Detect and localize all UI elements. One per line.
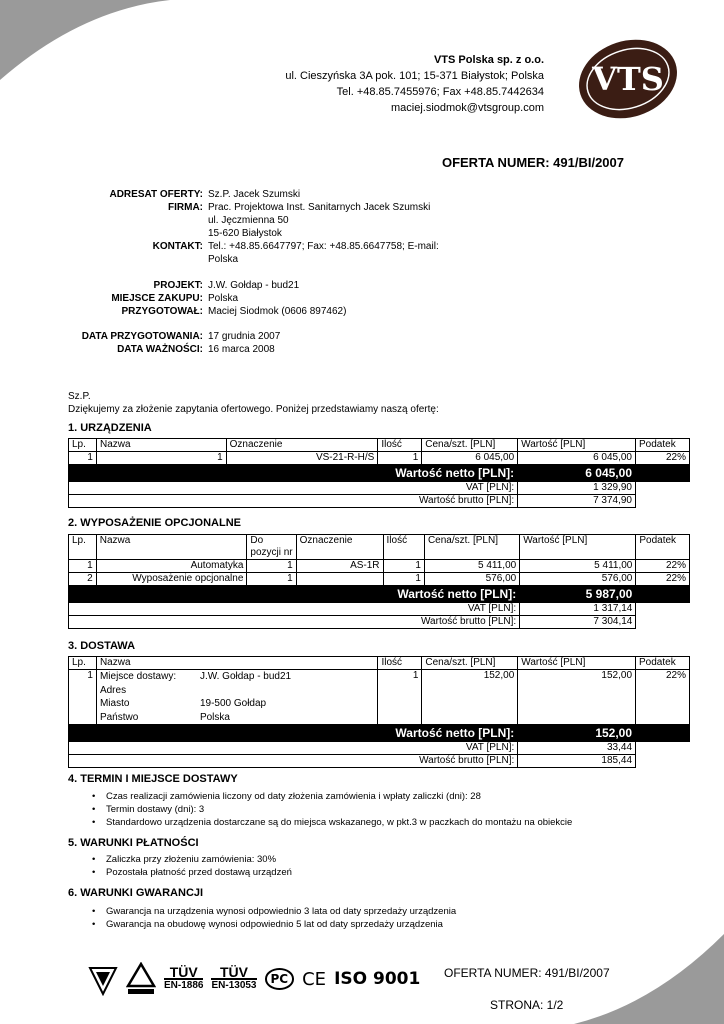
quality-award-icon [126,962,156,996]
section-3-title: 3. DOSTAWA [68,640,136,652]
section-6-title: 6. WARUNKI GWARANCJI [68,887,204,899]
table-row: 1 1 VS-21-R-H/S 1 6 045,00 6 045,00 22% [69,452,690,465]
table-row: 1 Miejsce dostawy: J.W. Gołdap - bud21 Adres Miasto 19-500 Gołdap Państwo Polska 1 152,00 152,00 22% [69,670,690,725]
warranty-terms-list [92,905,456,931]
offer-title: OFERTA NUMER: 491/BI/2007 [441,155,624,170]
project-block: PROJEKT: J.W. Gołdap - bud21 MIEJSCE ZAKUPU: Polska PRZYGOTOWAŁ: Maciej Siodmok (0606 897462) [111,280,347,317]
delivery-details: Miejsce dostawy: J.W. Gołdap - bud21 Adres Miasto 19-500 Gołdap Państwo Polska [96,670,378,725]
corner-decoration-top [0,0,170,80]
section-5-title: 5. WARUNKI PŁATNOŚCI [68,837,199,849]
section-1-title: 1. URZĄDZENIA [68,422,152,434]
certification-logos [88,962,420,996]
delivery-table [68,656,690,768]
list-item: • Zaliczka przy złożeniu zamówienia: 30% [92,853,292,866]
table-header: Lp. Nazwa Oznaczenie Ilość Cena/szt. [PLN] Wartość [PLN] Podatek [69,439,690,452]
recipient-block: ADRESAT OFERTY: Sz.P. Jacek Szumski FIRMA: Prac. Projektowa Inst. Sanitarnych Jacek Szumski ul. Jęczmienna 50 15-620 Białystok KONTAKT: Tel.: +48.85.6647797; Fax: +48.85.6647758; E-mail: Polska [109,189,439,265]
list-item: • Czas realizacji zamówienia liczony od daty złożenia zamówienia i wpłaty zaliczki (dni): 28 [92,790,572,803]
tuv-en13053-badge: TÜV EN-13053 [211,964,257,991]
list-item: • Termin dostawy (dni): 3 [92,803,572,816]
section-4-title: 4. TERMIN I MIEJSCE DOSTAWY [68,773,238,785]
eurovent-icon [88,962,118,996]
company-address: ul. Cieszyńska 3A pok. 101; 15-371 Białystok; Polska [285,70,544,82]
vts-logo [572,34,682,120]
footer-page-number: STRONA: 1/2 [490,998,564,1012]
pc-mark: PC [265,968,295,990]
list-item: • Gwarancja na urządzenia wynosi odpowiednio 3 lata od daty sprzedaży urządzenia [92,905,456,918]
company-phone: Tel. +48.85.7455976; Fax +48.85.7442634 [336,86,544,98]
delivery-terms-list [92,790,572,829]
greeting: Sz.P. [68,391,91,402]
tuv-en1886-badge: TÜV EN-1886 [164,964,204,991]
list-item: • Standardowo urządzenia dostarczane są do miejsca wskazanego, w pkt.3 w paczkach do montażu na obiekcie [92,816,572,829]
list-item: • Gwarancja na obudowę wynosi odpowiednio 5 lat od daty sprzedaży urządzenia [92,918,456,931]
gross-row: Wartość brutto [PLN]: 7 374,90 [69,495,690,508]
net-total-row: Wartość netto [PLN]: 152,00 [69,725,690,742]
company-email: maciej.siodmok@vtsgroup.com [391,102,544,114]
footer-offer-number: OFERTA NUMER: 491/BI/2007 [444,966,610,980]
optional-equipment-table [68,534,690,629]
devices-table [68,438,690,508]
table-row: 2 Wyposażenie opcjonalne 1 1 576,00 576,00 22% [69,573,690,586]
company-name: VTS Polska sp. z o.o. [433,54,544,66]
net-total-row: Wartość netto [PLN]: 5 987,00 [69,586,690,603]
vat-row: VAT [PLN]: 1 317,14 [69,603,690,616]
ce-mark: CE [302,968,327,990]
iso-9001-mark: ISO 9001 [334,969,421,989]
section-2-title: 2. WYPOSAŻENIE OPCJONALNE [68,517,241,529]
net-total-row: Wartość netto [PLN]: 6 045,00 [69,465,690,482]
gross-row: Wartość brutto [PLN]: 185,44 [69,755,690,768]
table-header: Lp. Nazwa Do pozycji nr Oznaczenie Ilość Cena/szt. [PLN] Wartość [PLN] Podatek [69,535,690,560]
intro-text: Dziękujemy za złożenie zapytania ofertowego. Poniżej przedstawiamy naszą ofertę: [68,404,439,415]
payment-terms-list [92,853,292,879]
vat-row: VAT [PLN]: 33,44 [69,742,690,755]
gross-row: Wartość brutto [PLN]: 7 304,14 [69,616,690,629]
table-header: Lp. Nazwa Ilość Cena/szt. [PLN] Wartość [PLN] Podatek [69,657,690,670]
list-item: • Pozostała płatność przed dostawą urządzeń [92,866,292,879]
intro [68,390,439,416]
dates-block: DATA PRZYGOTOWANIA: 17 grudnia 2007 DATA WAŻNOŚCI: 16 marca 2008 [81,331,281,355]
table-row: 1 Automatyka 1 AS-1R 1 5 411,00 5 411,00 22% [69,560,690,573]
company-info [285,52,544,116]
logo-text: VTS [592,60,664,98]
vat-row: VAT [PLN]: 1 329,90 [69,482,690,495]
